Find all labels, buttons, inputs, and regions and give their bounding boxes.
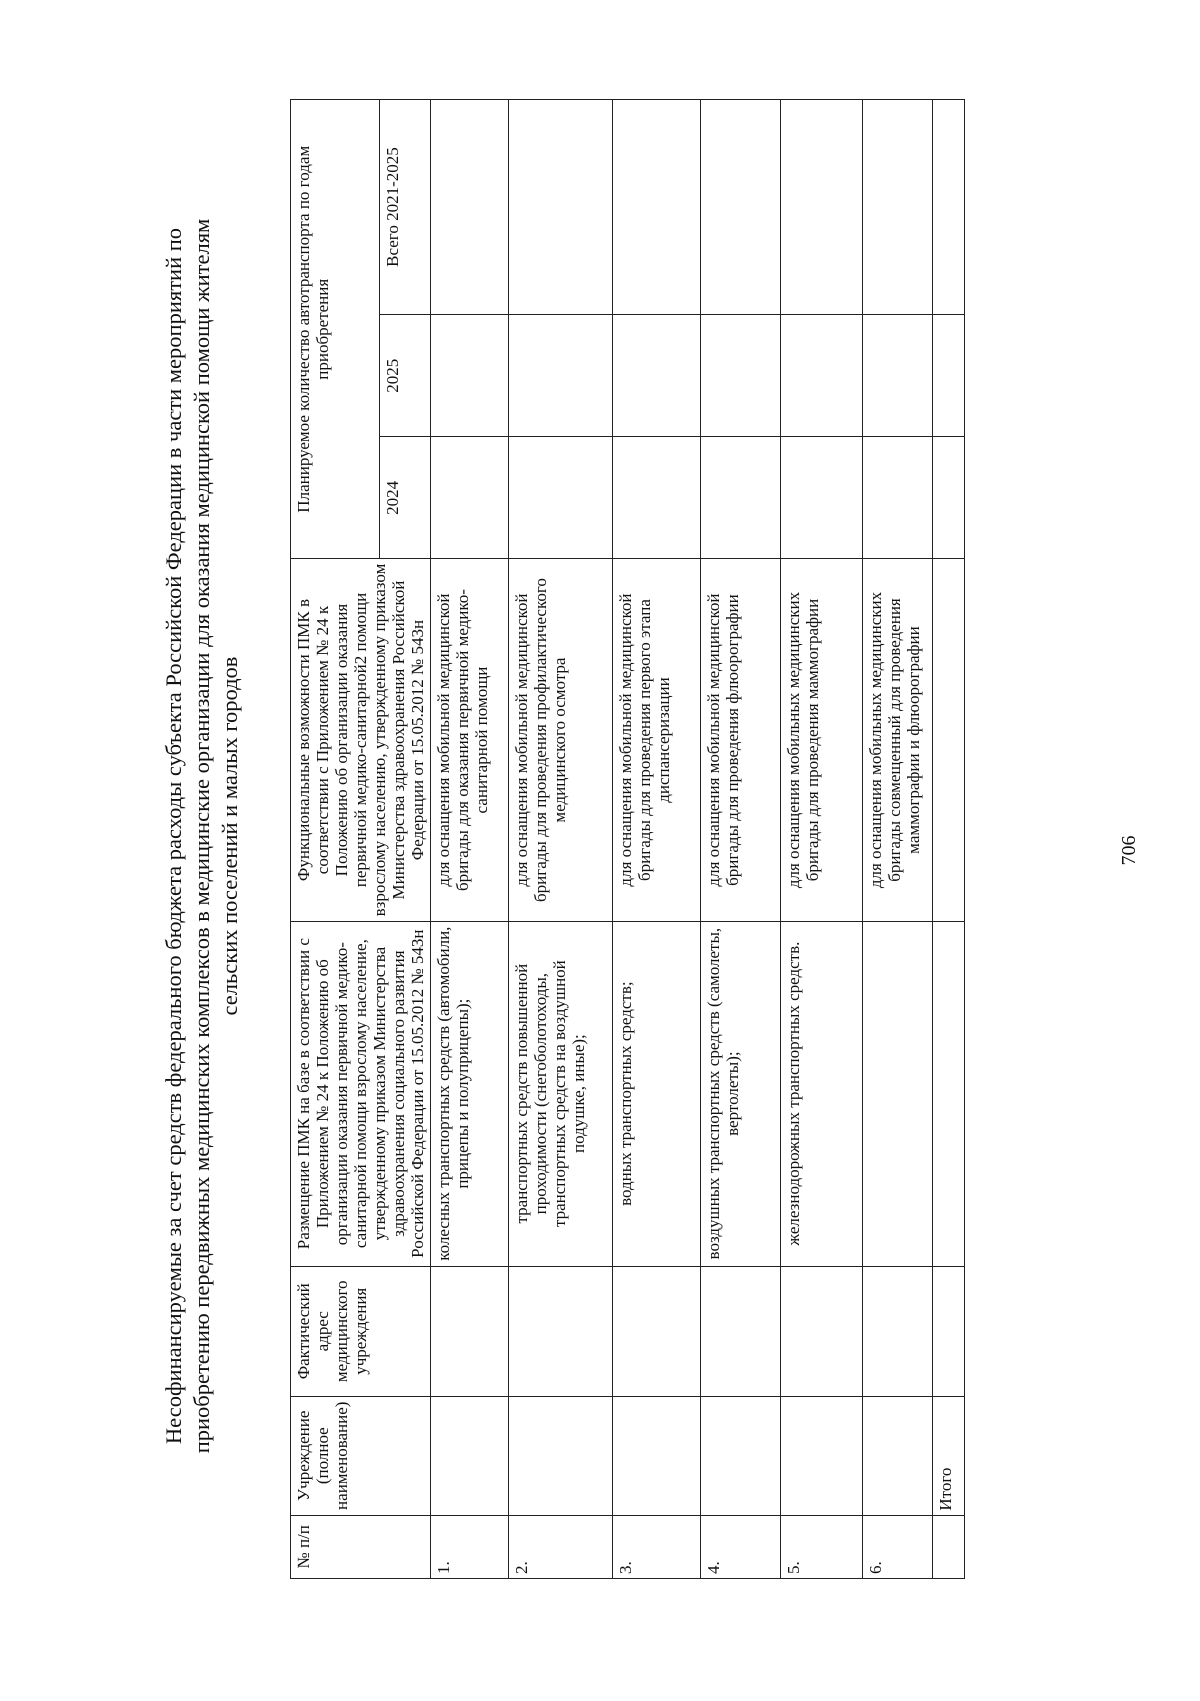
row-placement: колесных транспортных средств (автомобили, прицепы и полуприцепы); bbox=[431, 921, 509, 1266]
table-row bbox=[613, 100, 701, 1579]
row-address bbox=[701, 1266, 781, 1396]
row-2024 bbox=[781, 437, 863, 559]
total-row-num bbox=[933, 1515, 965, 1578]
row-2025 bbox=[613, 315, 701, 437]
title-line-2: приобретению передвижных медицинских комплексов в медицинские организации для оказания медицинской помощи жителям bbox=[189, 218, 214, 1454]
header-planned: Планируемое количество автотранспорта по годам приобретения bbox=[291, 100, 380, 559]
row-2025 bbox=[863, 315, 933, 437]
header-year-2024: 2024 bbox=[379, 437, 430, 559]
total-row-placement bbox=[933, 921, 965, 1266]
row-total bbox=[781, 100, 863, 315]
row-2024 bbox=[863, 437, 933, 559]
row-2024 bbox=[701, 437, 781, 559]
row-total bbox=[613, 100, 701, 315]
table-row bbox=[781, 100, 863, 1579]
total-row-address bbox=[933, 1266, 965, 1396]
row-address bbox=[613, 1266, 701, 1396]
header-functional: Функциональные возможности ПМК в соответствии с Приложением № 24 к Положению об организации оказания первичной медико-санитарной2 помощи взрослому населению, утвержденному приказом Министерства здравоохранения Российской Федерации от 15.05.2012 № 543н bbox=[291, 559, 431, 921]
row-placement bbox=[863, 921, 933, 1266]
title-line-1: Несофинансируемые за счет средств федерального бюджета расходы субъекта Российской Федерации в части мероприятий по bbox=[161, 227, 186, 1445]
row-address bbox=[781, 1266, 863, 1396]
header-placement: Размещение ПМК на базе в соответствии с Приложением № 24 к Положению об организации оказания первичной медико-санитарной помощи взрослому население, утвержденному приказом Министерства здравоохранения социального развития Российской Федерации от 15.05.2012 № 543н bbox=[291, 921, 431, 1266]
row-placement: железнодорожных транспортных средств. bbox=[781, 921, 863, 1266]
total-row-2025 bbox=[933, 315, 965, 437]
row-institution bbox=[509, 1396, 613, 1515]
page-number: 706 bbox=[1118, 835, 1140, 866]
row-functional: для оснащения мобильной медицинской бригады для проведения флюорографии bbox=[701, 559, 781, 921]
row-placement: водных транспортных средств; bbox=[613, 921, 701, 1266]
row-num: 1. bbox=[431, 1515, 509, 1578]
title-line-3: сельских поселений и малых городов bbox=[217, 656, 242, 1016]
table-row bbox=[701, 100, 781, 1579]
table-row bbox=[431, 100, 509, 1579]
row-functional: для оснащения мобильных медицинских бригады для проведения маммографии bbox=[781, 559, 863, 921]
row-num: 2. bbox=[509, 1515, 613, 1578]
row-2025 bbox=[781, 315, 863, 437]
row-2025 bbox=[701, 315, 781, 437]
total-row-total bbox=[933, 100, 965, 315]
header-institution: Учреждение (полное наименование) bbox=[291, 1396, 431, 1515]
row-2025 bbox=[509, 315, 613, 437]
document-title bbox=[160, 121, 244, 1551]
row-institution bbox=[701, 1396, 781, 1515]
row-address bbox=[863, 1266, 933, 1396]
header-year-2025: 2025 bbox=[379, 315, 430, 437]
row-placement: воздушных транспортных средств (самолеты, вертолеты); bbox=[701, 921, 781, 1266]
row-total bbox=[509, 100, 613, 315]
row-2024 bbox=[431, 437, 509, 559]
row-functional: для оснащения мобильной медицинской бригады для проведения профилактического медицинского осмотра bbox=[509, 559, 613, 921]
table-header-row bbox=[291, 100, 380, 1579]
row-institution bbox=[863, 1396, 933, 1515]
total-row-label: Итого bbox=[933, 1396, 965, 1515]
total-row bbox=[933, 100, 965, 1579]
row-num: 6. bbox=[863, 1515, 933, 1578]
row-institution bbox=[431, 1396, 509, 1515]
row-address bbox=[509, 1266, 613, 1396]
table-row bbox=[509, 100, 613, 1579]
row-2024 bbox=[613, 437, 701, 559]
header-num: № п/п bbox=[291, 1515, 431, 1578]
row-num: 4. bbox=[701, 1515, 781, 1578]
total-row-functional bbox=[933, 559, 965, 921]
header-address: Фактический адрес медицинского учреждения bbox=[291, 1266, 431, 1396]
row-2025 bbox=[431, 315, 509, 437]
row-num: 5. bbox=[781, 1515, 863, 1578]
total-row-2024 bbox=[933, 437, 965, 559]
row-num: 3. bbox=[613, 1515, 701, 1578]
row-2024 bbox=[509, 437, 613, 559]
row-functional: для оснащения мобильной медицинской бригады для проведения первого этапа диспансеризации bbox=[613, 559, 701, 921]
row-institution bbox=[781, 1396, 863, 1515]
row-total bbox=[701, 100, 781, 315]
row-functional: для оснащения мобильной медицинской бригады для оказания первичной медико-санитарной помощи bbox=[431, 559, 509, 921]
header-total: Всего 2021-2025 bbox=[379, 100, 430, 315]
row-institution bbox=[613, 1396, 701, 1515]
row-address bbox=[431, 1266, 509, 1396]
table-row bbox=[863, 100, 933, 1579]
row-total bbox=[863, 100, 933, 315]
vehicles-table bbox=[290, 99, 965, 1579]
row-placement: транспортных средств повышенной проходимости (снегоболотоходы, транспортных средств на воздушной подушке, иные); bbox=[509, 921, 613, 1266]
row-total bbox=[431, 100, 509, 315]
row-functional: для оснащения мобильных медицинских бригады совмещенный для проведения маммографии и флюорографии bbox=[863, 559, 933, 921]
